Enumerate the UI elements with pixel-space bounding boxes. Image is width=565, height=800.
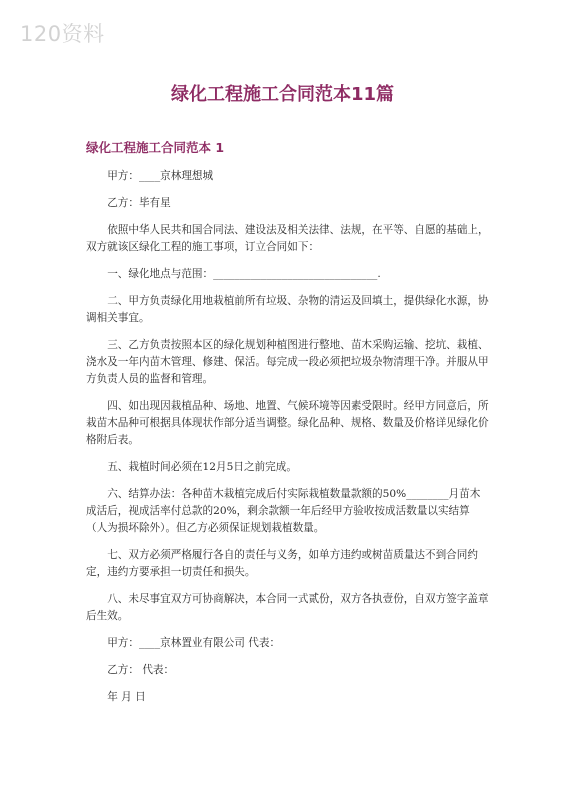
signature-date: 年 月 日 [107, 691, 146, 703]
signature-party-b: 乙方： 代表： [107, 664, 175, 676]
clause-8: 八、未尽事宜双方可协商解决，本合同一式贰份，双方各执壹份，自双方签字盖章后生效。 [86, 593, 489, 622]
clause-3: 三、乙方负责按照本区的绿化规划种植图进行整地、苗木采购运输、挖坑、栽植、浇水及一年内苗木管理、修建、保活。每完成一段必须把垃圾杂物清理干净。并服从甲方负责人员的监督和管理。 [86, 339, 489, 385]
document-title: 绿化工程施工合同范本11篇 [170, 84, 395, 105]
clause-1: 一、绿化地点与范围：_______________________________. [107, 268, 381, 280]
watermark: 120资料 [20, 22, 105, 46]
party-a-line: 甲方：____京林理想城 [107, 170, 214, 182]
clause-4: 四、如出现因栽植品种、场地、地置、气候环境等因素受限时。经甲方同意后，所栽苗木品种可根据具体现状作部分适当调整。绿化品种、规格、数量及价格详见绿化价格附后表。 [86, 400, 489, 446]
preamble-paragraph: 依照中华人民共和国合同法、建设法及相关法律、法规，在平等、自愿的基础上，双方就该区绿化工程的施工事项，订立合同如下： [86, 224, 489, 253]
section-title: 绿化工程施工合同范本 1 [86, 140, 225, 155]
party-b-line: 乙方：毕有星 [107, 197, 171, 209]
contract-body [86, 168, 490, 716]
clause-5: 五、栽植时间必须在12月5日之前完成。 [107, 461, 297, 473]
clause-2: 二、甲方负责绿化用地栽植前所有垃圾、杂物的清运及回填土，提供绿化水源，协调相关事宜。 [86, 295, 489, 324]
signature-party-a: 甲方：____京林置业有限公司 代表： [107, 637, 281, 649]
clause-7: 七、双方必须严格履行各自的责任与义务，如单方违约或树苗质量达不到合同约定，违约方要承担一切责任和损失。 [86, 549, 478, 578]
clause-6: 六、结算办法：各种苗木栽植完成后付实际栽植数量款额的50%________月苗木成活后，视成活率付总款的20%，剩余款额一年后经甲方验收按成活数量以实结算（人为损坏除外）。但乙方必须保证规划栽植数量。 [86, 488, 481, 534]
